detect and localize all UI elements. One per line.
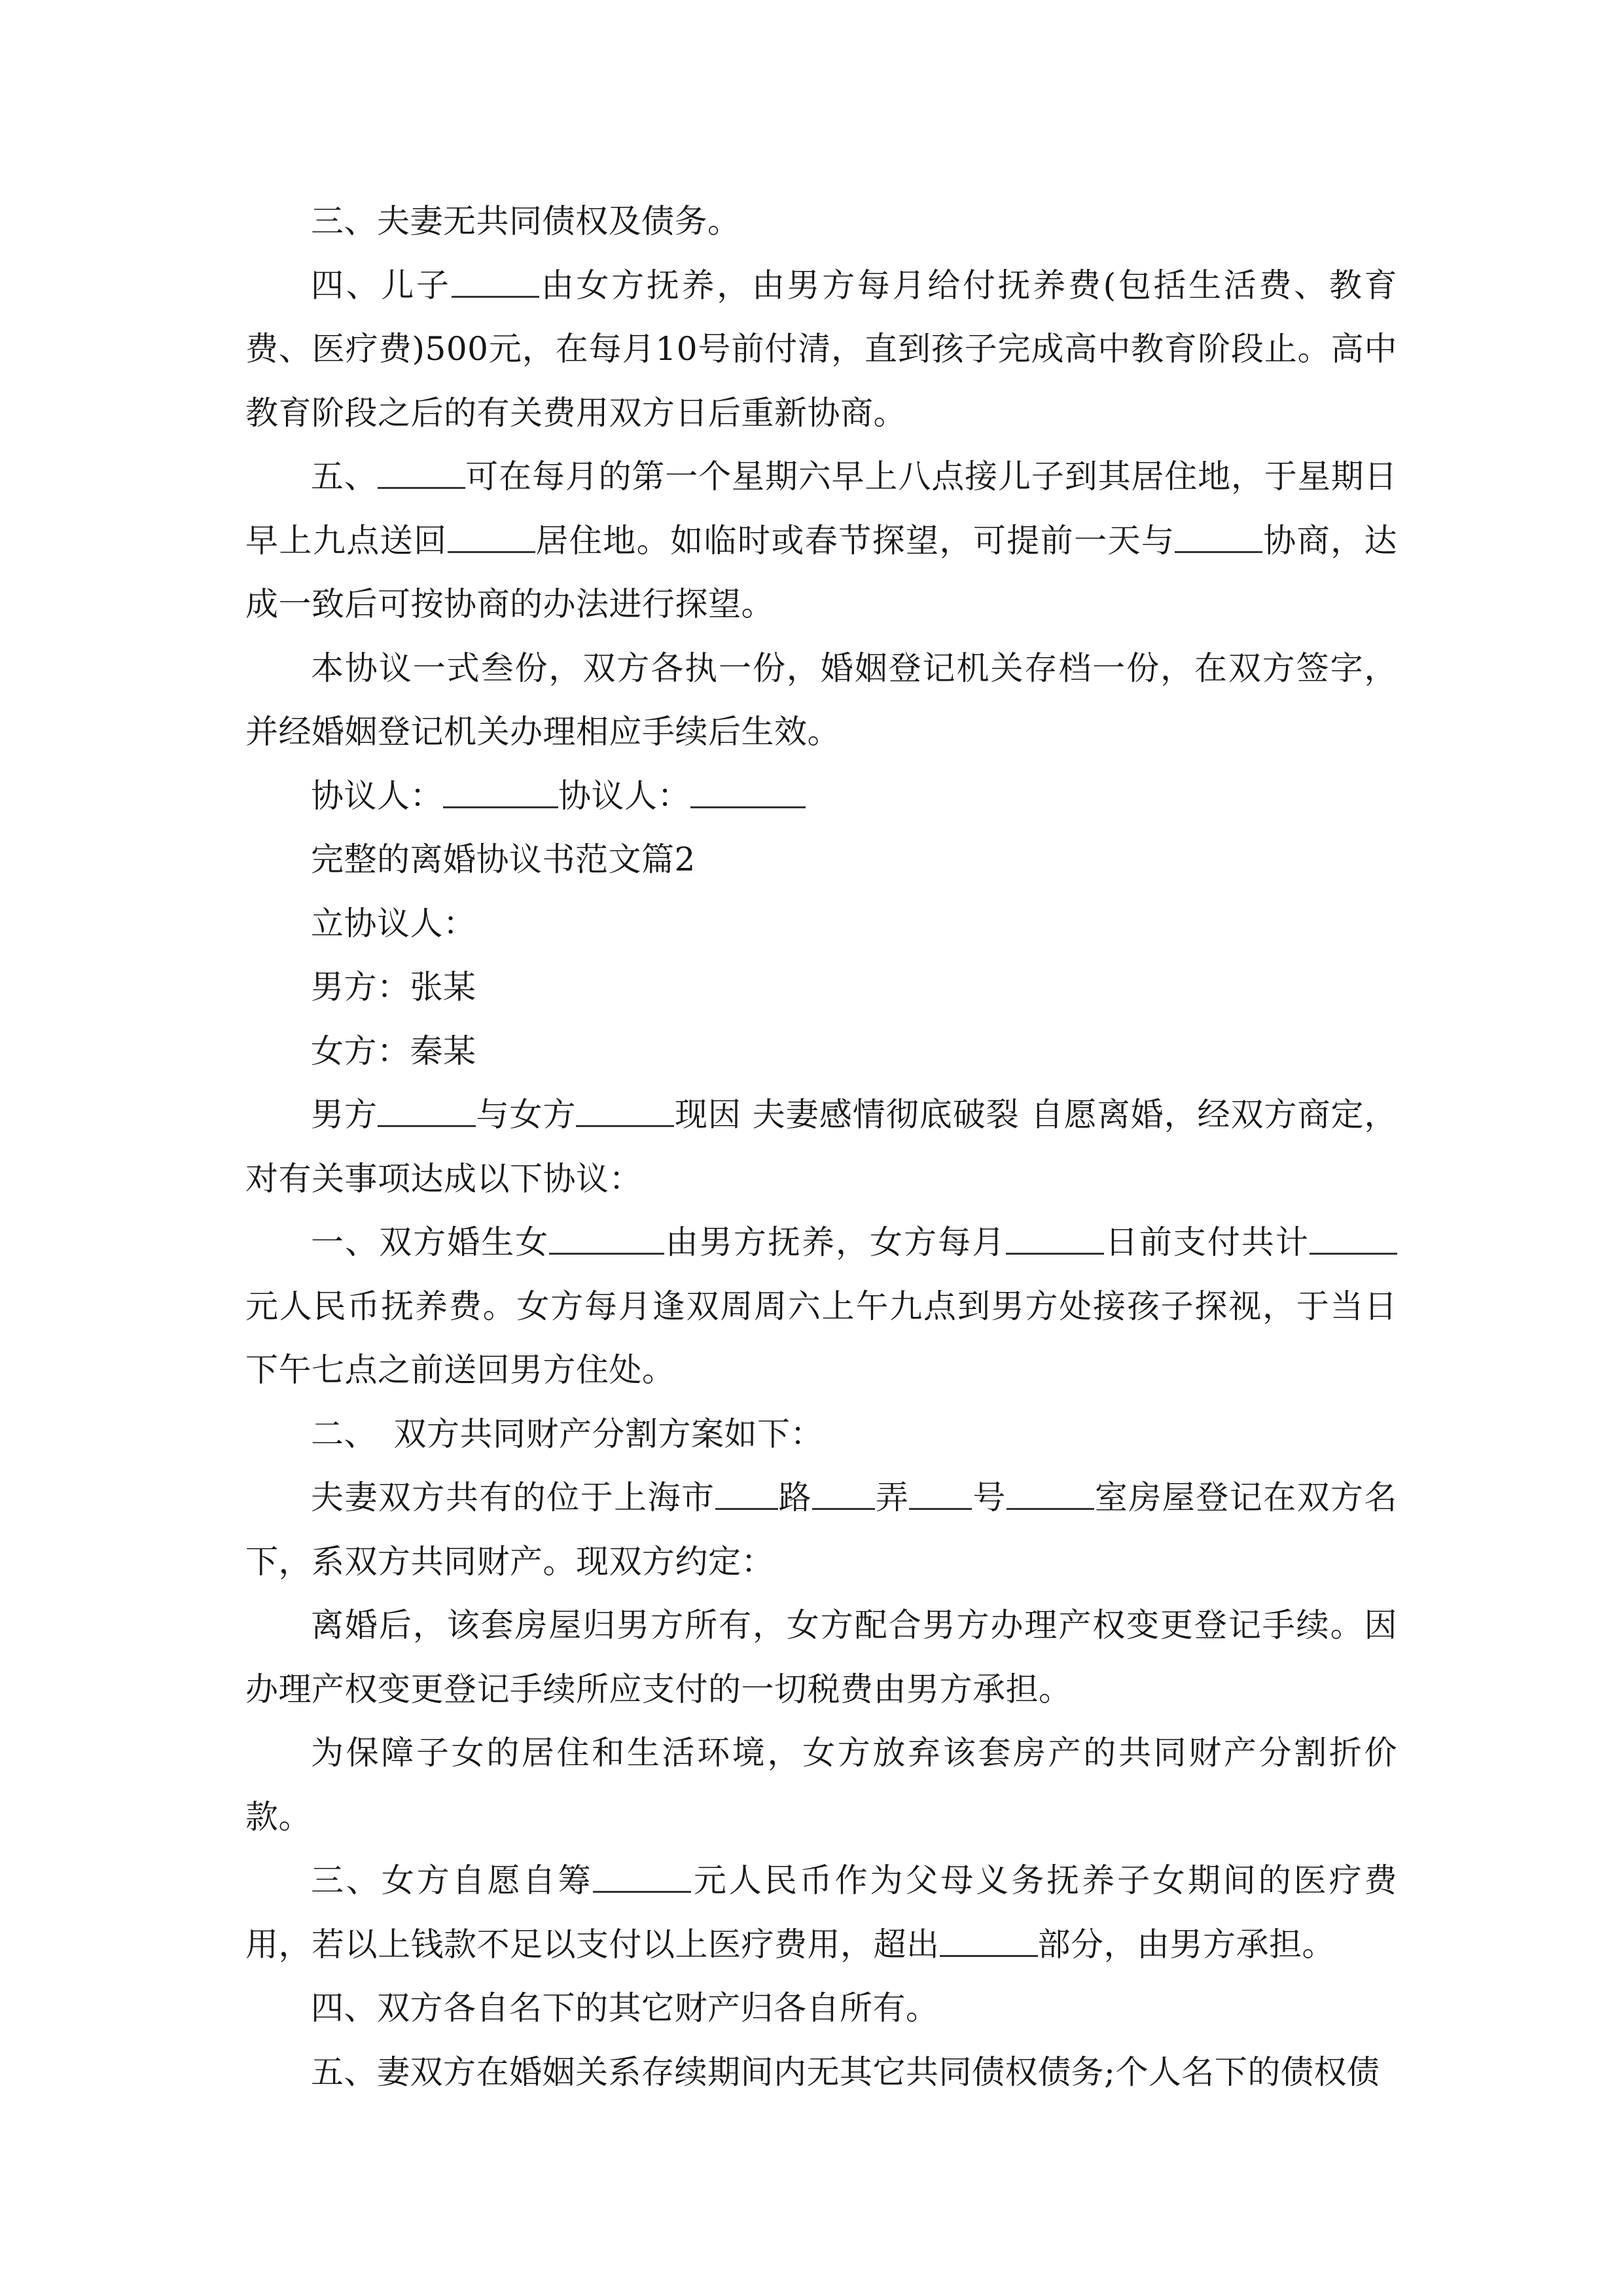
signature-blank (443, 780, 558, 808)
paragraph-female-party: 女方：秦某 (311, 1031, 476, 1070)
blank-line (940, 1929, 1038, 1957)
paragraph-male-party: 男方：张某 (311, 968, 476, 1006)
blank-line (1006, 1227, 1104, 1255)
blank-line (715, 1482, 778, 1510)
paragraph-debts: 五、妻双方在婚姻关系存续期间内无其它共同债权债务;个人名下的债权债 (311, 2053, 1380, 2091)
paragraph-custody: 一、双方婚生女 由男方抚养，女方每月 日前支付共计元人民币抚养费。女方每月逢双周周六上午九点到男方处接孩子探视，于当日下午七点之前送回男方住处。 (245, 1223, 1397, 1389)
paragraph-property-heading: 二、 双方共同财产分割方案如下： (311, 1414, 823, 1453)
paragraph-preamble: 男方 与女方 现因 夫妻感情彻底破裂 自愿离婚，经双方商定，对有关事项达成以下协议： (245, 1096, 1398, 1198)
paragraph-property-location: 夫妻双方共有的位于上海市 路 弄 号 室房屋登记在双方名下，系双方共同财产。现双方约定： (245, 1479, 1398, 1581)
signature-blank (690, 780, 806, 808)
blank-line (576, 1099, 674, 1127)
section-title: 完整的离婚协议书范文篇2 (311, 840, 696, 878)
paragraph-clause-4: 四、儿子 由女方抚养，由男方每月给付抚养费(包括生活费、教育费、医疗费)500元，在每月10号前付清，直到孩子完成高中教育阶段止。高中教育阶段之后的有关费用双方日后重新协商。 (245, 266, 1397, 432)
paragraph-other-property: 四、双方各自名下的其它财产归各自所有。 (311, 1989, 939, 2027)
blank-line (378, 461, 465, 489)
paragraph-copies: 本协议一式叁份，双方各执一份，婚姻登记机关存档一份，在双方签字，并经婚姻登记机关办理相应手续后生效。 (245, 649, 1397, 751)
blank-line (812, 1482, 875, 1510)
blank-line (448, 525, 535, 553)
paragraph-clause-3: 三、夫妻无共同债权及债务。 (311, 202, 741, 240)
paragraph-post-divorce: 离婚后，该套房屋归男方所有，女方配合男方办理产权变更登记手续。因办理产权变更登记手续所应支付的一切税费由男方承担。 (245, 1606, 1397, 1708)
paragraph-signatories: 协议人： 协议人： (245, 764, 1397, 829)
paragraph-parties-heading: 立协议人： (311, 904, 476, 942)
blank-line (452, 270, 539, 298)
blank-line (909, 1482, 972, 1510)
blank-line (1310, 1227, 1397, 1255)
blank-line (378, 1099, 476, 1127)
blank-line (1175, 525, 1262, 553)
blank-line (549, 1227, 664, 1255)
paragraph-waiver: 为保障子女的居住和生活环境，女方放弃该套房产的共同财产分割折价款。 (245, 1734, 1397, 1836)
paragraph-medical-fund: 三、女方自愿自筹 元人民币作为父母义务抚养子女期间的医疗费用，若以上钱款不足以支付以上医疗费用，超出 部分，由男方承担。 (245, 1861, 1398, 1964)
blank-line (593, 1865, 691, 1893)
paragraph-clause-5: 五、 可在每月的第一个星期六早上八点接儿子到其居住地，于星期日早上九点送回 居住地。如临时或春节探望，可提前一天与 协商，达成一致后可按协商的办法进行探望。 (245, 457, 1398, 623)
blank-line (1007, 1482, 1094, 1510)
document-body (245, 190, 1397, 2104)
